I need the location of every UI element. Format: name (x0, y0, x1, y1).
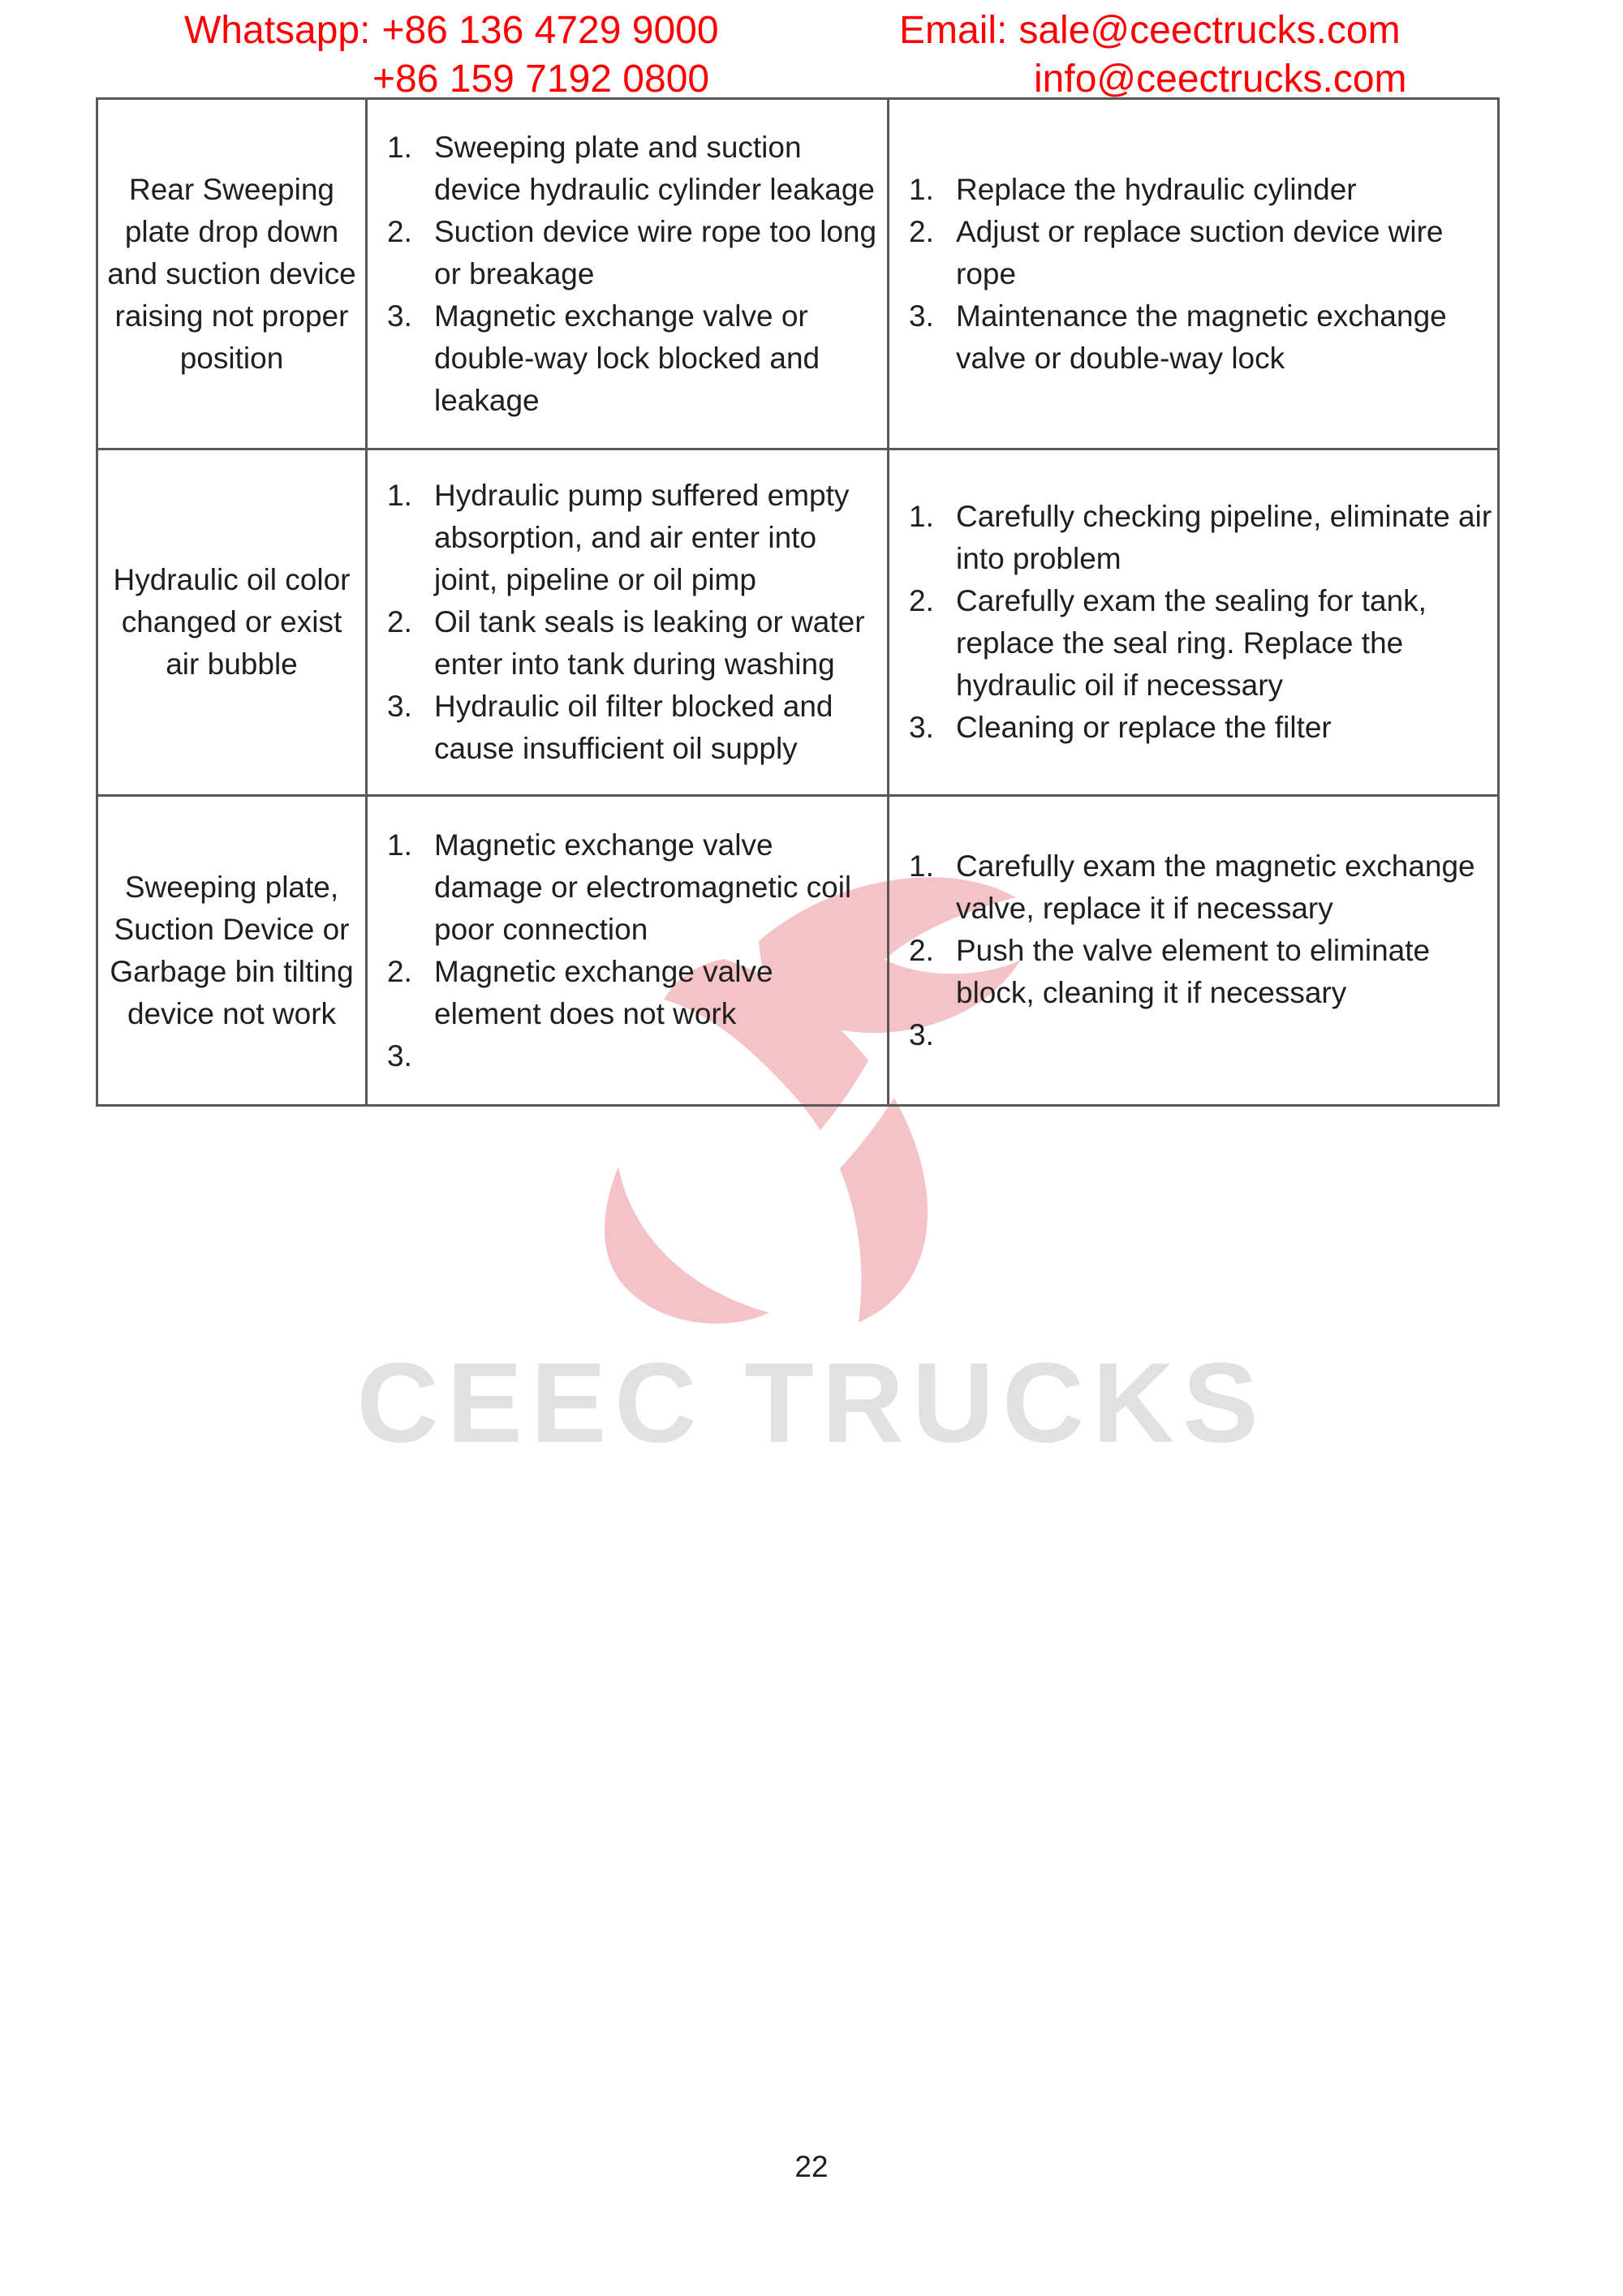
list-number: 1. (909, 500, 934, 533)
list-item (909, 169, 1494, 211)
whatsapp-number-1: +86 136 4729 9000 (381, 9, 719, 52)
page-number: 22 (794, 2150, 829, 2183)
solutions-cell (889, 100, 1500, 450)
problem-text: Sweeping plate, Suction Device or Garbage bin tilting device not work (110, 870, 354, 1030)
header-whatsapp (184, 6, 719, 104)
solutions-cell (889, 450, 1500, 797)
list-item (387, 824, 882, 951)
list-item-text: Sweeping plate and suction device hydraulic cylinder leakage (434, 130, 875, 206)
list-item-text: Maintenance the magnetic exchange valve or double-way lock (956, 299, 1447, 375)
list-number: 1. (387, 479, 412, 512)
list-item-text: Push the valve element to eliminate block, cleaning it if necessary (956, 933, 1431, 1009)
list-number: 3. (387, 1038, 412, 1073)
list-number: 3. (909, 711, 934, 744)
list-item (387, 295, 882, 422)
list-number: 1. (909, 849, 934, 883)
problem-cell (98, 797, 368, 1107)
watermark-text: CEEC TRUCKS (356, 1339, 1267, 1466)
list-number: 3. (909, 299, 934, 333)
list-number: 1. (387, 828, 412, 862)
list-item (909, 580, 1494, 707)
list-number: 3. (387, 299, 412, 333)
list-item (387, 475, 882, 601)
list-item-text: Carefully exam the sealing for tank, replace the seal ring. Replace the hydraulic oil if necessary (956, 584, 1427, 702)
list-number: 3. (909, 1017, 934, 1051)
list-number: 3. (387, 690, 412, 723)
list-item (909, 295, 1494, 380)
list-item (909, 707, 1494, 749)
causes-cell (368, 100, 889, 450)
list-item-text: Cleaning or replace the filter (956, 711, 1332, 744)
list-number: 1. (387, 130, 412, 164)
causes-cell (368, 797, 889, 1107)
list-item-text: Adjust or replace suction device wire rope (956, 214, 1444, 290)
list-item (909, 211, 1494, 295)
list-item (387, 211, 882, 295)
problem-text: Rear Sweeping plate drop down and suction device raising not proper position (107, 172, 356, 375)
email-address-1: sale@ceectrucks.com (1018, 9, 1401, 52)
list-number: 2. (909, 214, 934, 248)
email-label: Email: (899, 9, 1008, 52)
list-item (387, 686, 882, 770)
list-item-text: Hydraulic pump suffered empty absorption, and air enter into joint, pipeline or oil pimp (434, 479, 850, 596)
problem-cell (98, 100, 368, 450)
list-item (909, 496, 1494, 580)
list-number: 2. (387, 954, 412, 988)
list-number: 2. (387, 605, 412, 638)
list-item-text: Magnetic exchange valve element does not work (434, 954, 773, 1030)
list-item-text: Magnetic exchange valve damage or electromagnetic coil poor connection (434, 828, 852, 946)
list-item-text: Oil tank seals is leaking or water enter into tank during washing (434, 605, 865, 681)
header-email (899, 6, 1407, 104)
list-item (909, 1014, 1494, 1056)
list-item-text: Suction device wire rope too long or breakage (434, 214, 877, 290)
list-item (387, 951, 882, 1035)
list-item-text: Replace the hydraulic cylinder (956, 172, 1357, 206)
list-item-text: Carefully checking pipeline, eliminate air into problem (956, 500, 1492, 575)
problem-cell (98, 450, 368, 797)
list-item (387, 1035, 882, 1077)
solutions-cell (889, 797, 1500, 1107)
list-item (387, 601, 882, 686)
list-number: 2. (909, 584, 934, 617)
list-number: 2. (909, 933, 934, 967)
list-number: 2. (387, 214, 412, 248)
whatsapp-label: Whatsapp: (184, 9, 371, 52)
list-item-text: Magnetic exchange valve or double-way lock blocked and leakage (434, 299, 820, 417)
list-item (909, 930, 1494, 1014)
whatsapp-number-2: +86 159 7192 0800 (372, 58, 710, 101)
email-address-2: info@ceectrucks.com (1034, 58, 1407, 101)
list-item (909, 845, 1494, 930)
list-item-text: Hydraulic oil filter blocked and cause insufficient oil supply (434, 690, 833, 765)
problem-text: Hydraulic oil color changed or exist air bubble (113, 563, 351, 681)
causes-cell (368, 450, 889, 797)
list-item (387, 127, 882, 211)
list-number: 1. (909, 172, 934, 206)
list-item-text: Carefully exam the magnetic exchange valve, replace it if necessary (956, 849, 1475, 925)
troubleshooting-table (96, 97, 1500, 1107)
